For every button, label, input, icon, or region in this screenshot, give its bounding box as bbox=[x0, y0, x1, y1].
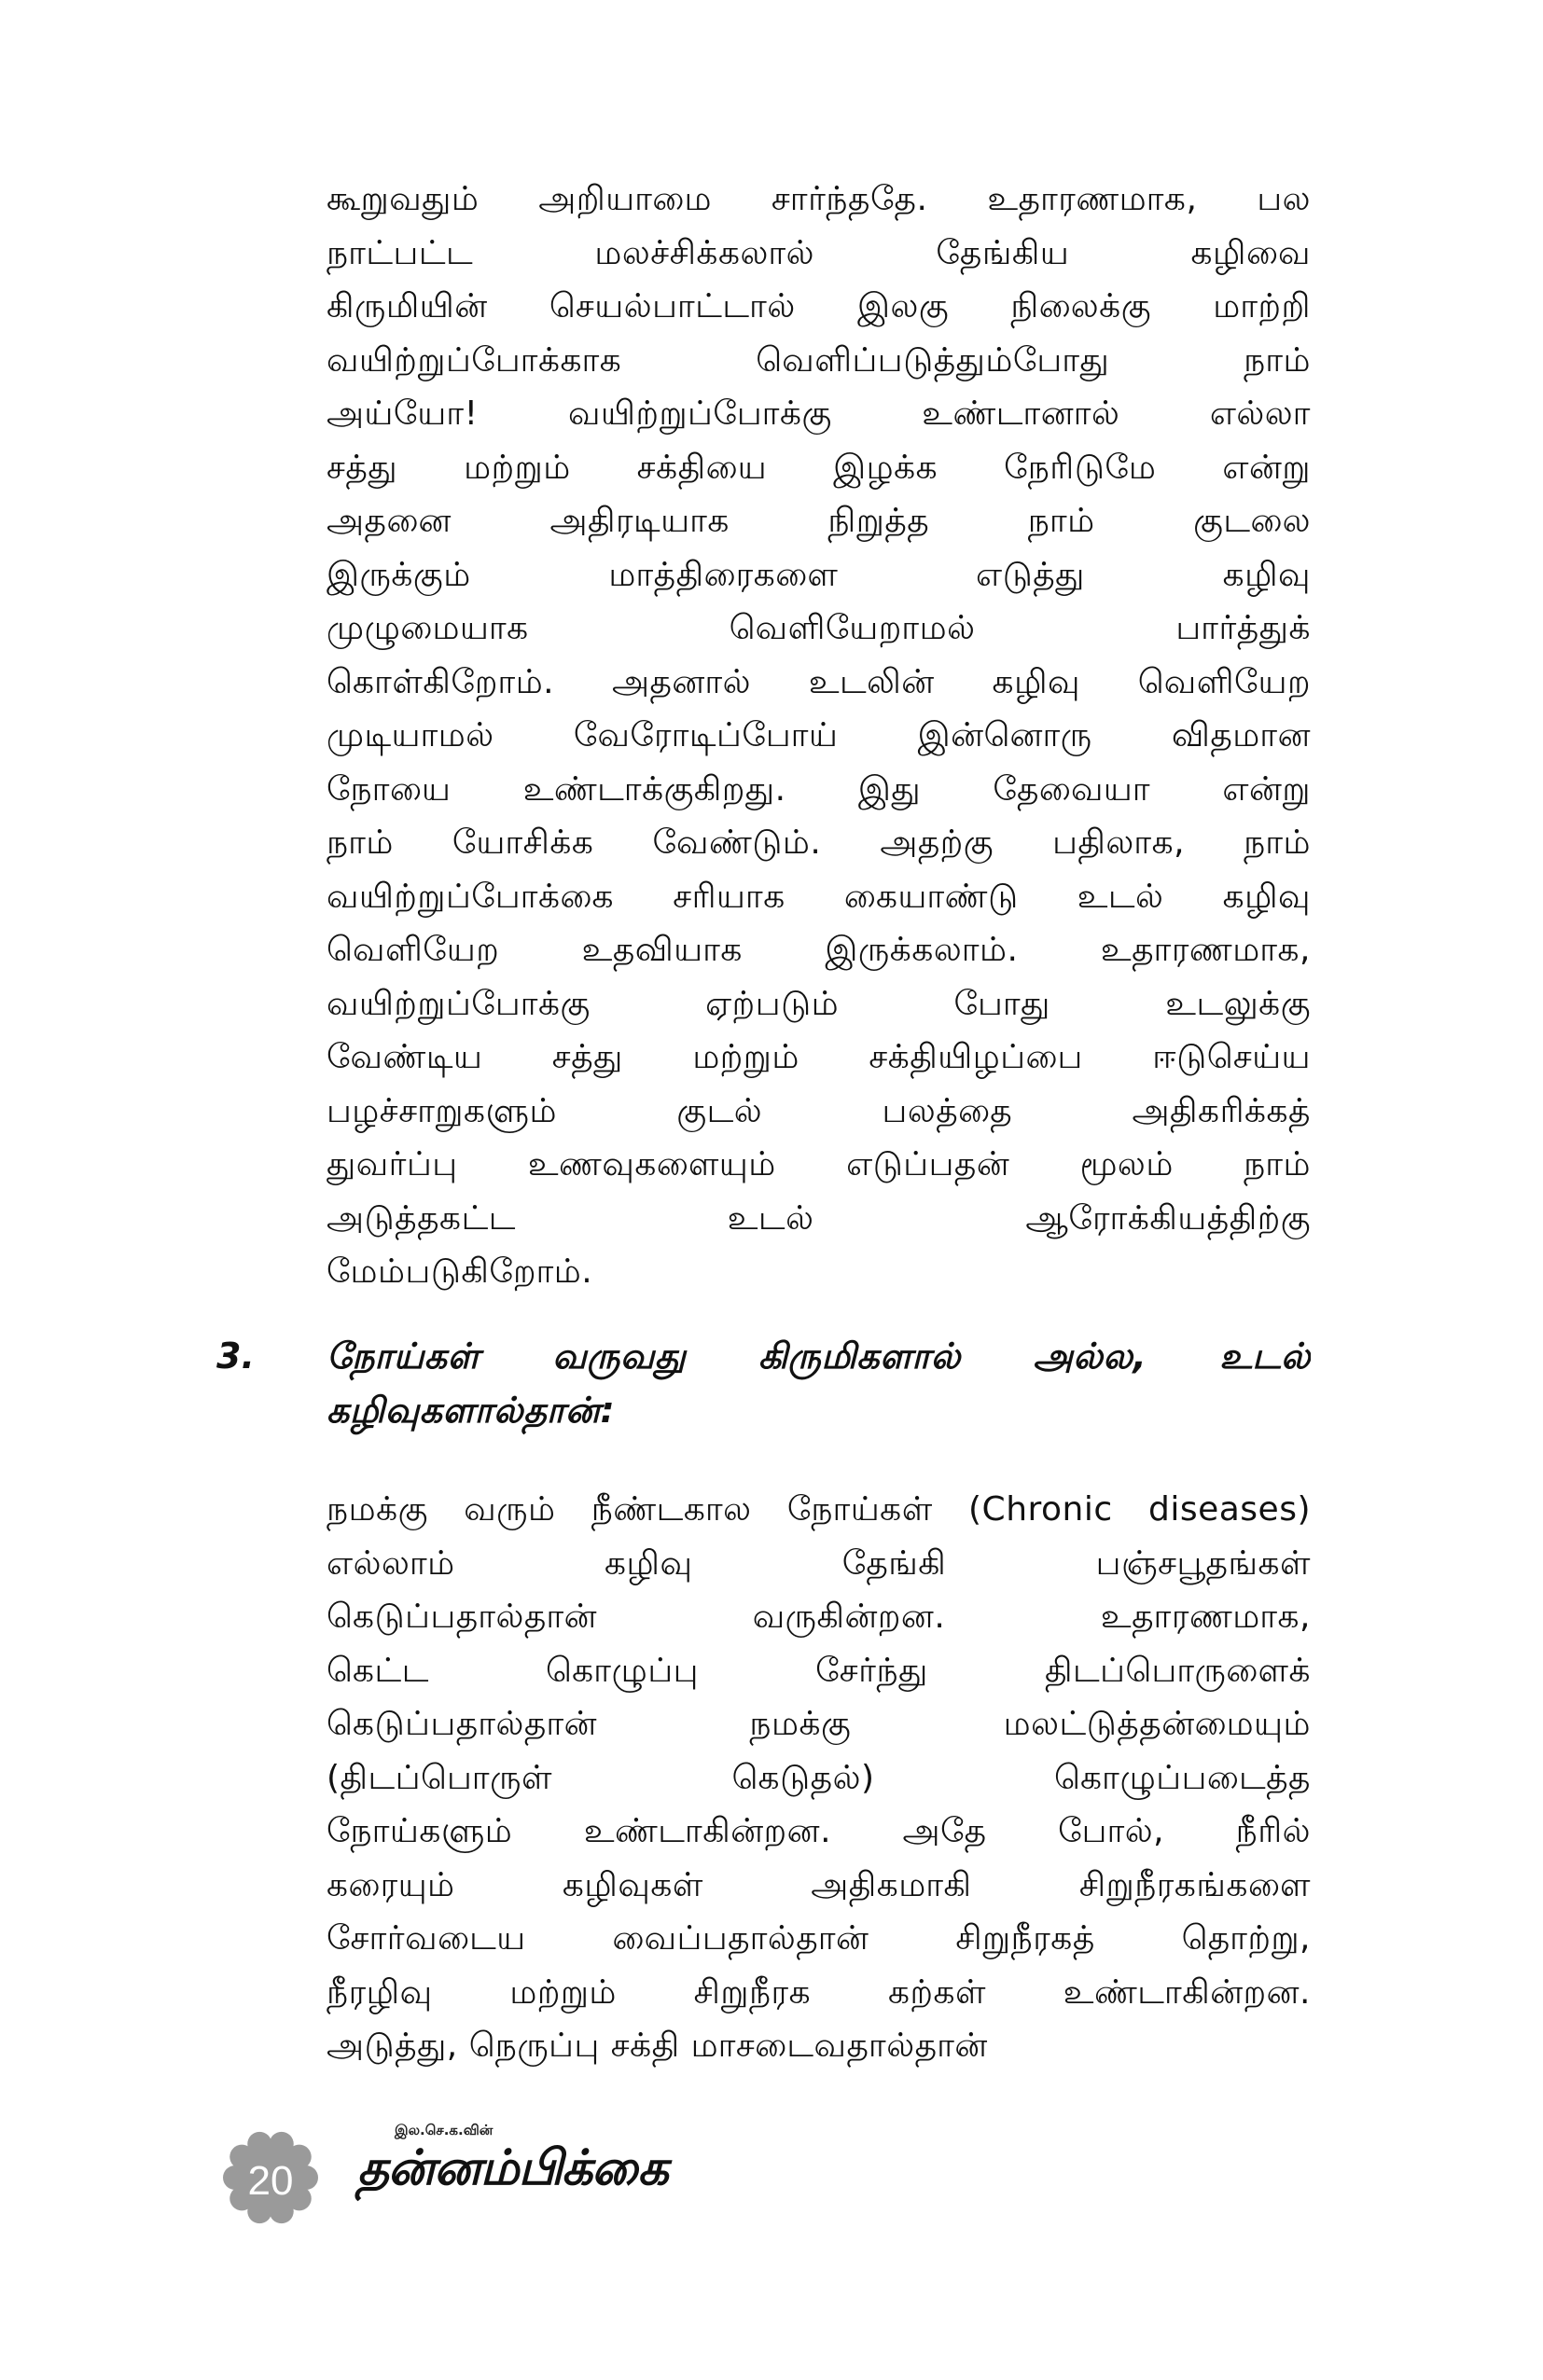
paragraph_2-line: (திடப்பொருள் கெடுதல்) கொழுப்படைத்த bbox=[327, 1758, 1311, 1797]
paragraph_1-line: அதனை அதிரடியாக நிறுத்த நாம் குடலை bbox=[327, 502, 1311, 540]
paragraph_1-line: துவர்ப்பு உணவுகளையும் எடுப்பதன் மூலம் நாம் bbox=[327, 1145, 1311, 1183]
paragraph_1-line: வயிற்றுப்போக்கை சரியாக கையாண்டு உடல் கழிவு bbox=[327, 877, 1311, 916]
logo-subtitle: இல.செ.க.வின் bbox=[395, 2122, 493, 2138]
paragraph_2-line: கெடுப்பதால்தான் நமக்கு மலட்டுத்தன்மையும் bbox=[327, 1705, 1311, 1743]
heading-line: கழிவுகளால்தான்: bbox=[327, 1390, 616, 1431]
paragraph_1-line: வயிற்றுப்போக்காக வெளிப்படுத்தும்போது நாம் bbox=[327, 340, 1311, 380]
paragraph_1-line: இருக்கும் மாத்திரைகளை எடுத்து கழிவு bbox=[327, 555, 1311, 594]
paragraph_1-line: கொள்கிறோம். அதனால் உடலின் கழிவு வெளியேற bbox=[327, 662, 1311, 701]
body-paragraph-1 bbox=[327, 173, 1311, 1299]
paragraph_1-line: மேம்படுகிறோம். bbox=[327, 1252, 593, 1291]
paragraph_1-line: சத்து மற்றும் சக்தியை இழக்க நேரிடுமே என்று bbox=[327, 448, 1311, 487]
paragraph_1-line: நோயை உண்டாக்குகிறது. இது தேவையா என்று bbox=[327, 769, 1311, 809]
paragraph_1-line: முழுமையாக வெளியேறாமல் பார்த்துக் bbox=[327, 609, 1311, 647]
paragraph_1-line: கூறுவதும் அறியாமை சார்ந்ததே. உதாரணமாக, பல bbox=[327, 180, 1311, 218]
paragraph_2-line: நோய்களும் உண்டாகின்றன. அதே போல், நீரில் bbox=[327, 1812, 1311, 1850]
paragraph_2-line: அடுத்து, நெருப்பு சக்தி மாசடைவதால்தான் bbox=[327, 2027, 988, 2065]
paragraph_2-line: கெட்ட கொழுப்பு சேர்ந்து திடப்பொருளைக் bbox=[327, 1651, 1311, 1690]
paragraph_1-line: வயிற்றுப்போக்கு ஏற்படும் போது உடலுக்கு bbox=[327, 984, 1311, 1023]
paragraph_1-line: கிருமியின் செயல்பாட்டால் இலகு நிலைக்கு மாற்றி bbox=[327, 287, 1311, 325]
paragraph_2-line: சோர்வடைய வைப்பதால்தான் சிறுநீரகத் தொற்று, bbox=[327, 1919, 1311, 1958]
page-number-badge bbox=[222, 2129, 319, 2226]
paragraph_1-line: வெளியேற உதவியாக இருக்கலாம். உதாரணமாக, bbox=[327, 931, 1311, 969]
paragraph_1-line: முடியாமல் வேரோடிப்போய் இன்னொரு விதமான bbox=[327, 716, 1311, 754]
body-paragraph-2 bbox=[327, 1483, 1311, 2073]
paragraph_1-line: நாட்பட்ட மலச்சிக்கலால் தேங்கிய கழிவை bbox=[327, 233, 1311, 272]
section-heading bbox=[327, 1329, 1311, 1437]
page-number: 20 bbox=[247, 2158, 294, 2204]
paragraph_1-line: வேண்டிய சத்து மற்றும் சக்தியிழப்பை ஈடுசெய்ய bbox=[327, 1038, 1311, 1076]
magazine-logo bbox=[357, 2122, 668, 2234]
paragraph_2-line: நீரழிவு மற்றும் சிறுநீரக கற்கள் உண்டாகின்றன. bbox=[327, 1972, 1311, 2012]
paragraph_2-line: கெடுப்பதால்தான் வருகின்றன. உதாரணமாக, bbox=[327, 1598, 1311, 1636]
paragraph_2-line: கரையும் கழிவுகள் அதிகமாகி சிறுநீரகங்களை bbox=[327, 1865, 1311, 1904]
paragraph_1-line: அடுத்தகட்ட உடல் ஆரோக்கியத்திற்கு bbox=[327, 1198, 1311, 1238]
paragraph_2-line: எல்லாம் கழிவு தேங்கி பஞ்சபூதங்கள் bbox=[327, 1543, 1311, 1583]
paragraph_1-line: நாம் யோசிக்க வேண்டும். அதற்கு பதிலாக, நாம் bbox=[327, 823, 1311, 862]
paragraph_2-line: நமக்கு வரும் நீண்டகால நோய்கள் (Chronic diseases) bbox=[327, 1490, 1311, 1529]
logo-title: தன்னம்பிக்கை bbox=[357, 2140, 668, 2196]
paragraph_1-line: பழச்சாறுகளும் குடல் பலத்தை அதிகரிக்கத் bbox=[327, 1091, 1311, 1130]
section-number: 3. bbox=[216, 1335, 255, 1377]
heading-line: நோய்கள் வருவது கிருமிகளால் அல்ல, உடல் bbox=[327, 1335, 1311, 1377]
paragraph_1-line: அய்யோ! வயிற்றுப்போக்கு உண்டானால் எல்லா bbox=[327, 394, 1311, 433]
page-footer bbox=[222, 2122, 670, 2234]
